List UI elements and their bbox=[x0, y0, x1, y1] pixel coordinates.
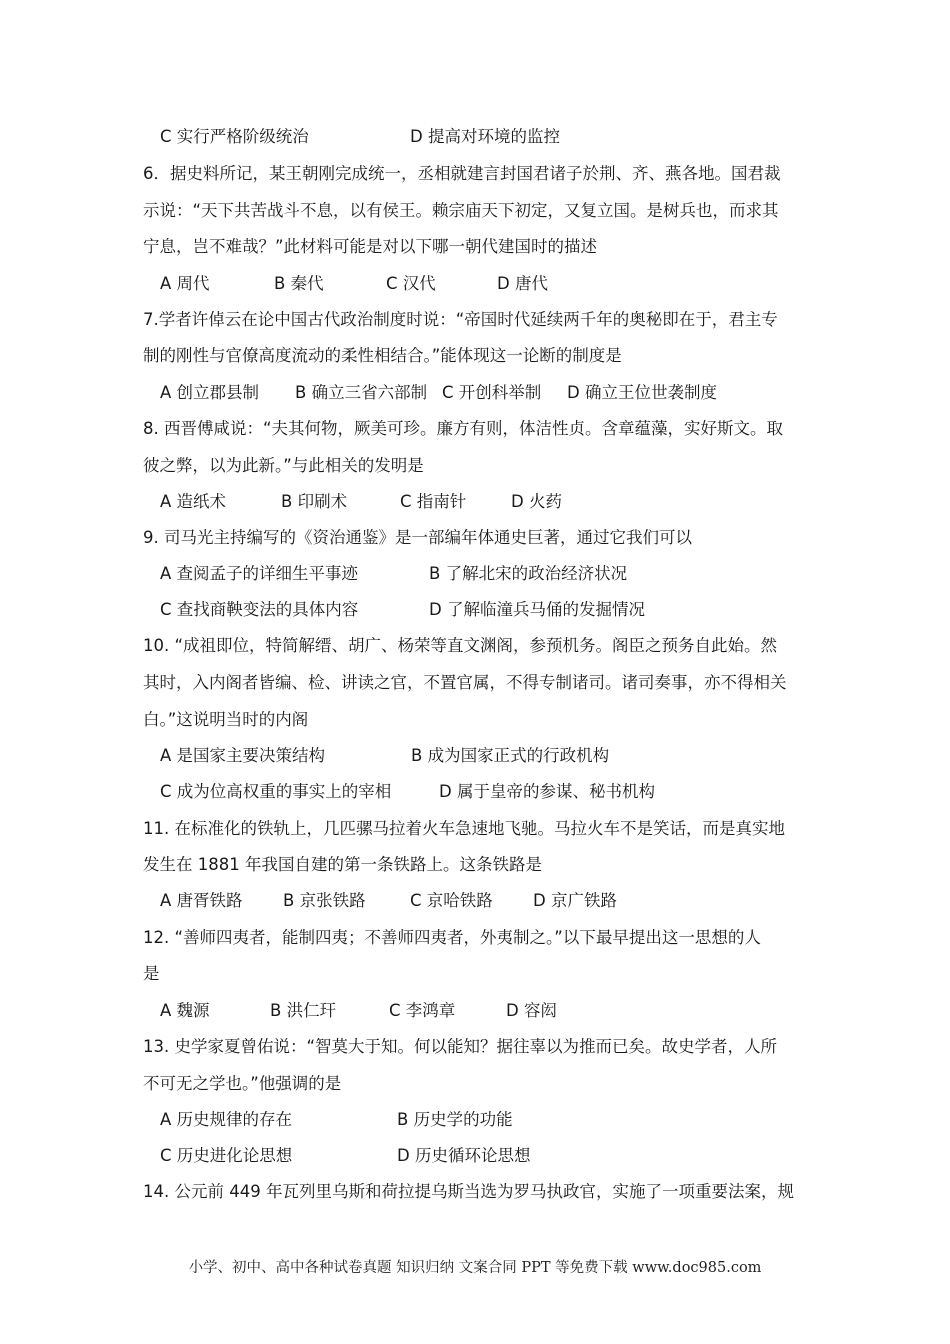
q10-option-b: B 成为国家正式的行政机构 bbox=[411, 746, 610, 765]
q8-option-c: C 指南针 bbox=[400, 492, 467, 511]
q12-option-a: A 魏源 bbox=[160, 1001, 210, 1020]
q13-option-a: A 历史规律的存在 bbox=[160, 1110, 293, 1129]
q11-option-d: D 京广铁路 bbox=[533, 891, 617, 910]
q5-option-c: C 实行严格阶级统治 bbox=[160, 127, 309, 146]
q11-option-c: C 京哈铁路 bbox=[410, 891, 493, 910]
q10-text-line-2: 其时，入内阁者皆编、检、讲读之官，不置官属，不得专制诸司。诸司奏事，亦不得相关 bbox=[143, 673, 787, 692]
q8-option-d: D 火药 bbox=[511, 492, 562, 511]
q8-option-b: B 印刷术 bbox=[281, 492, 348, 511]
q9-option-a: A 查阅孟子的详细生平事迹 bbox=[160, 564, 359, 583]
q5-option-d: D 提高对环境的监控 bbox=[410, 127, 560, 146]
page-footer: 小学、初中、高中各种试卷真题 知识归纳 文案合同 PPT 等免费下载 www.doc985.com bbox=[188, 1260, 762, 1276]
q10-option-c: C 成为位高权重的事实上的宰相 bbox=[160, 782, 392, 801]
q6-text-line-3: 宁息，岂不难哉？”此材料可能是对以下哪一朝代建国时的描述 bbox=[143, 237, 598, 256]
q12-text-line-1: 12. “善师四夷者，能制四夷；不善师四夷者，外夷制之。”以下最早提出这一思想的人 bbox=[143, 928, 761, 947]
q7-option-a: A 创立郡县制 bbox=[160, 383, 260, 402]
q11-text-line-1: 11. 在标准化的铁轨上，几匹骡马拉着火车急速地飞驰。马拉火车不是笑话，而是真实地 bbox=[143, 819, 785, 838]
q10-text-line-1: 10. “成祖即位，特简解缙、胡广、杨荣等直文渊阁，参预机务。阁臣之预务自此始。然 bbox=[143, 636, 778, 655]
q13-text-line-1: 13. 史学家夏曾佑说：“智莫大于知。何以能知？据往辜以为推而已矣。故史学者，人所 bbox=[143, 1037, 778, 1056]
q7-text-line-2: 制的刚性与官僚高度流动的柔性相结合。”能体现这一论断的制度是 bbox=[143, 346, 622, 365]
q9-option-d: D 了解临潼兵马俑的发掘情况 bbox=[429, 600, 645, 619]
q13-option-c: C 历史进化论思想 bbox=[160, 1146, 293, 1165]
q8-text-line-1: 8. 西晋傅咸说：“夫其何物，厥美可珍。廉方有则，体洁性贞。含章蕴藻，实好斯文。取 bbox=[143, 419, 784, 438]
q11-text-line-2: 发生在 1881 年我国自建的第一条铁路上。这条铁路是 bbox=[143, 855, 542, 874]
q9-option-c: C 查找商鞅变法的具体内容 bbox=[160, 600, 359, 619]
q8-text-line-2: 彼之弊，以为此新。”与此相关的发明是 bbox=[143, 456, 424, 475]
q11-option-b: B 京张铁路 bbox=[283, 891, 366, 910]
q9-text-line-1: 9. 司马光主持编写的《资治通鉴》是一部编年体通史巨著，通过它我们可以 bbox=[143, 528, 692, 547]
q6-option-c: C 汉代 bbox=[386, 274, 436, 293]
q10-option-d: D 属于皇帝的参谋、秘书机构 bbox=[439, 782, 655, 801]
q10-text-line-3: 白。”这说明当时的内阁 bbox=[143, 710, 309, 729]
q10-option-a: A 是国家主要决策结构 bbox=[160, 746, 326, 765]
q6-option-d: D 唐代 bbox=[497, 274, 548, 293]
q7-option-d: D 确立王位世袭制度 bbox=[567, 383, 717, 402]
q6-text-line-1: 6．据史料所记，某王朝刚完成统一，丞相就建言封国君诸子於荆、齐、燕各地。国君裁 bbox=[143, 164, 781, 183]
q8-option-a: A 造纸术 bbox=[160, 492, 227, 511]
q7-text-line-1: 7.学者许倬云在论中国古代政治制度时说：“帝国时代延续两千年的奥秘即在于，君主专 bbox=[143, 310, 778, 329]
q13-option-b: B 历史学的功能 bbox=[397, 1110, 513, 1129]
q12-option-c: C 李鸿章 bbox=[389, 1001, 456, 1020]
q12-option-b: B 洪仁玕 bbox=[270, 1001, 337, 1020]
q7-option-c: C 开创科举制 bbox=[442, 383, 542, 402]
q6-text-line-2: 示说：“天下共苦战斗不息，以有侯王。赖宗庙天下初定，又复立国。是树兵也，而求其 bbox=[143, 201, 779, 220]
q13-option-d: D 历史循环论思想 bbox=[397, 1146, 531, 1165]
q13-text-line-2: 不可无之学也。”他强调的是 bbox=[143, 1074, 342, 1093]
q6-option-b: B 秦代 bbox=[274, 274, 324, 293]
q11-option-a: A 唐胥铁路 bbox=[160, 891, 243, 910]
q14-text-line-1: 14. 公元前 449 年瓦列里乌斯和荷拉提乌斯当选为罗马执政官，实施了一项重要法案，规 bbox=[143, 1182, 794, 1201]
q7-option-b: B 确立三省六部制 bbox=[295, 383, 428, 402]
q12-text-line-2: 是 bbox=[143, 964, 160, 983]
q6-option-a: A 周代 bbox=[160, 274, 210, 293]
q9-option-b: B 了解北宋的政治经济状况 bbox=[429, 564, 628, 583]
q12-option-d: D 容闳 bbox=[506, 1001, 557, 1020]
